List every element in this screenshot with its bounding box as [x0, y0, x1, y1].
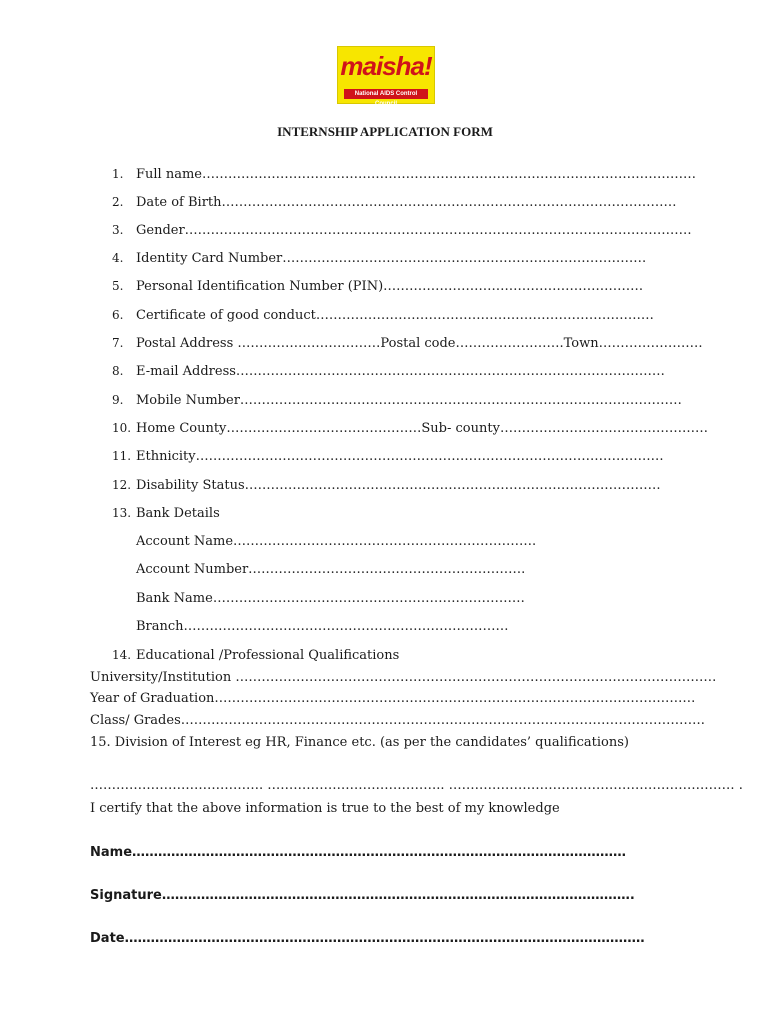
signoff-signature[interactable]: Signature………………………………………………………………………………………………. [90, 888, 635, 903]
field-class-grades[interactable]: Class/ Grades…………………………………………………………………………………………………………. [90, 713, 705, 728]
logo-subtitle: National AIDS Control Council [344, 89, 428, 99]
field-university[interactable]: University/Institution ………………………………………………………………………………………………… [90, 670, 717, 685]
field-identity-card[interactable]: Identity Card Number………………………………………………………………………… [136, 251, 647, 266]
field-4-number: 4. [112, 251, 124, 265]
field-ethnicity[interactable]: Ethnicity……………………………………………………………………………………………… [136, 449, 664, 464]
field-year-of-graduation[interactable]: Year of Graduation………………………………………………………………………………………………… [90, 691, 696, 706]
field-good-conduct[interactable]: Certificate of good conduct…………………………………………………………………… [136, 308, 654, 323]
field-date-of-birth[interactable]: Date of Birth…………………………………………………………………………………………… [136, 195, 677, 210]
field-gender[interactable]: Gender……………………………………………………………………………………………………… [136, 223, 692, 238]
field-bank-details-label: Bank Details [136, 506, 220, 521]
field-disability[interactable]: Disability Status…………………………………………………………………………………… [136, 478, 661, 493]
field-9-number: 9. [112, 393, 124, 407]
field-bank-name[interactable]: Bank Name……………………………………………………………… [136, 591, 525, 606]
field-3-number: 3. [112, 223, 124, 237]
field-12-number: 12. [112, 478, 132, 492]
field-account-name[interactable]: Account Name……………………………………………………………. [136, 534, 537, 549]
field-2-number: 2. [112, 195, 124, 209]
field-mobile[interactable]: Mobile Number………………………………………………………………………………………… [136, 393, 682, 408]
field-home-county[interactable]: Home County………………………………………Sub- county………………………………………… [136, 421, 708, 436]
form-title: INTERNSHIP APPLICATION FORM [277, 124, 493, 139]
field-postal-address[interactable]: Postal Address ……………………………Postal code…………………….Town…………………… [136, 336, 703, 351]
signoff-name[interactable]: Name…………………………………………………………………………………………………… [90, 845, 627, 860]
division-answer-line[interactable]: …………………………………. ………………………………….. ………………………………………………………… . [90, 778, 743, 793]
field-pin[interactable]: Personal Identification Number (PIN)…………………………………………………… [136, 279, 644, 294]
certify-statement: I certify that the above information is true to the best of my knowledge [90, 801, 560, 816]
field-14-number: 14. [112, 648, 132, 662]
field-13-number: 13. [112, 506, 132, 520]
field-account-number[interactable]: Account Number………………………………………………………. [136, 562, 526, 577]
maisha-logo [337, 46, 435, 107]
field-11-number: 11. [112, 449, 132, 463]
signoff-date[interactable]: Date………………………………………………………………………………………………………… [90, 931, 645, 946]
field-10-number: 10. [112, 421, 132, 435]
field-division-of-interest: 15. Division of Interest eg HR, Finance etc. (as per the candidates’ qualifications) [90, 735, 629, 750]
field-branch[interactable]: Branch………………………………………………………………… [136, 619, 509, 634]
logo-word: maisha! [340, 51, 432, 81]
field-full-name[interactable]: Full name…………………………………………………………………………………………………… [136, 167, 696, 182]
field-qualifications-label: Educational /Professional Qualifications [136, 648, 400, 663]
field-email[interactable]: E-mail Address……………………………………………………………………………………… [136, 364, 665, 379]
field-5-number: 5. [112, 279, 124, 293]
field-6-number: 6. [112, 308, 124, 322]
field-1-number: 1. [112, 167, 124, 181]
field-8-number: 8. [112, 364, 124, 378]
field-7-number: 7. [112, 336, 124, 350]
